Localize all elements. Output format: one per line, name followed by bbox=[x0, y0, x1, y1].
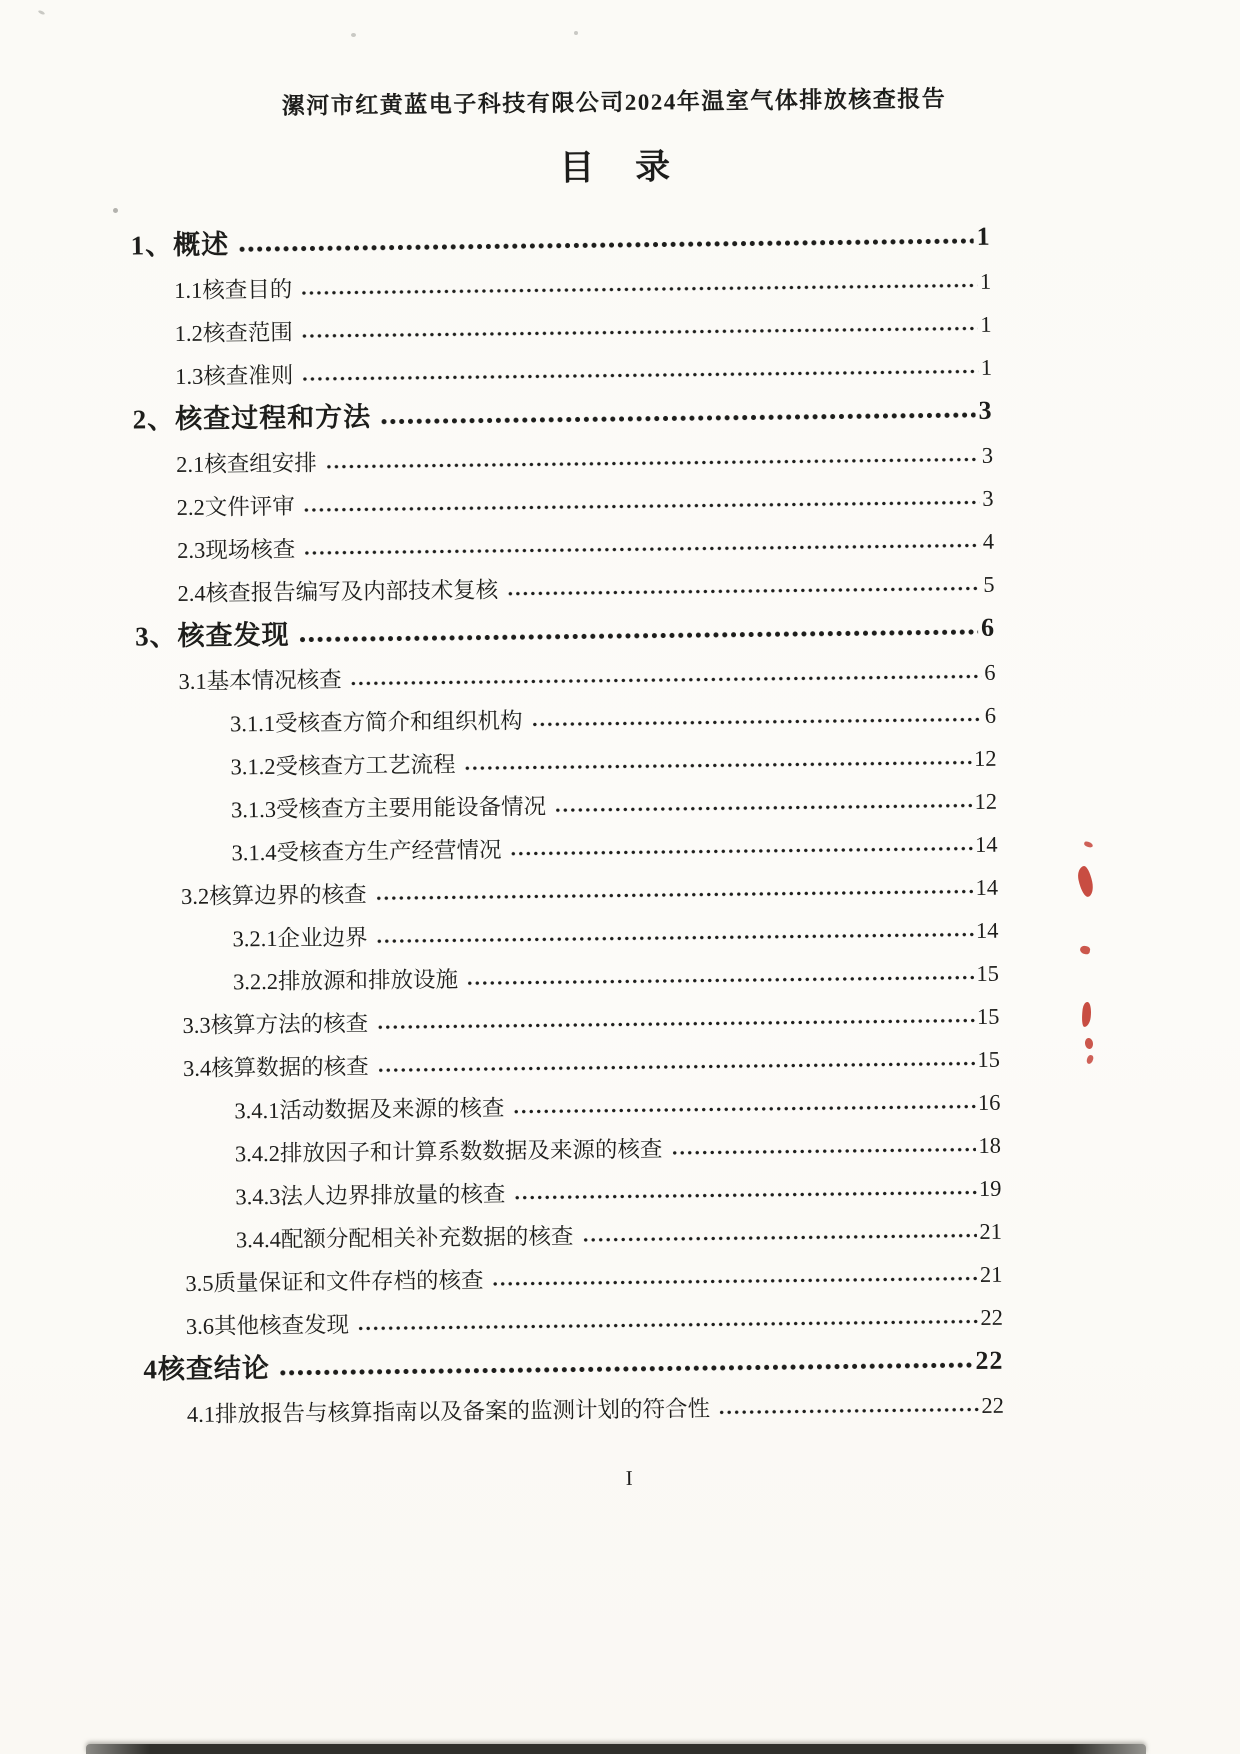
toc-entry-label: 3.6其他核查发现 bbox=[185, 1312, 350, 1340]
toc-dot-leader bbox=[513, 1189, 976, 1201]
toc-entry-page: 6 bbox=[984, 659, 996, 685]
toc-dot-leader bbox=[375, 888, 973, 902]
toc-entry-page: 16 bbox=[977, 1089, 1001, 1116]
toc-entry-page: 22 bbox=[981, 1392, 1005, 1419]
toc-entry-label: 2.2文件评审 bbox=[176, 493, 295, 521]
toc-entry-page: 22 bbox=[980, 1304, 1004, 1331]
toc-entry-label: 4核查结论 bbox=[143, 1352, 271, 1385]
toc-entry-page: 1 bbox=[976, 221, 991, 252]
toc-entry-label: 3.2.2排放源和排放设施 bbox=[232, 966, 459, 995]
toc-entry-label: 3、核查发现 bbox=[134, 619, 290, 652]
toc-dot-leader bbox=[581, 1232, 976, 1243]
document-header-title: 漯河市红黄蓝电子科技有限公司2024年温室气体排放核查报告 bbox=[281, 86, 947, 119]
toc-dot-leader bbox=[718, 1406, 978, 1416]
toc-entry-page: 15 bbox=[976, 1003, 1000, 1030]
toc-dot-leader bbox=[466, 974, 974, 987]
toc-dot-leader bbox=[510, 845, 973, 857]
toc-entry-label: 2、核查过程和方法 bbox=[132, 401, 372, 435]
toc-entry-label: 3.1.4受核查方生产经营情况 bbox=[231, 837, 502, 866]
toc-entry-page: 19 bbox=[978, 1175, 1002, 1202]
toc-entry-label: 3.1基本情况核查 bbox=[178, 667, 342, 695]
toc-entry-page: 3 bbox=[978, 395, 993, 426]
toc-entry-page: 14 bbox=[975, 874, 999, 901]
toc-dot-leader bbox=[301, 368, 978, 383]
toc-dot-leader bbox=[492, 1275, 977, 1288]
toc-entry-label: 3.1.3受核查方主要用能设备情况 bbox=[230, 793, 547, 823]
toc-entry-page: 12 bbox=[973, 745, 997, 772]
scan-edge-shadow bbox=[86, 1744, 1146, 1754]
toc-entry-page: 3 bbox=[981, 442, 994, 469]
toc-entry-label: 3.1.1受核查方简介和组织机构 bbox=[229, 708, 523, 737]
toc-entry-label: 4.1排放报告与核算指南以及备案的监测计划的符合性 bbox=[186, 1396, 711, 1428]
toc-dot-leader bbox=[531, 716, 982, 728]
toc-dot-leader bbox=[376, 931, 974, 945]
toc-dot-leader bbox=[301, 325, 978, 340]
toc-entry-page: 4 bbox=[982, 528, 995, 555]
toc-entry-label: 2.4核查报告编写及内部技术复核 bbox=[177, 577, 499, 607]
toc-dot-leader bbox=[303, 499, 980, 514]
toc-dot-leader bbox=[357, 1318, 977, 1332]
toc-dot-leader bbox=[377, 1060, 975, 1074]
toc-dot-leader bbox=[506, 585, 980, 597]
toc-entry-page: 15 bbox=[976, 960, 1000, 987]
toc-dot-leader bbox=[237, 236, 974, 254]
toc-entry-page: 5 bbox=[983, 571, 995, 598]
toc-entry-page: 14 bbox=[974, 831, 998, 858]
toc-entry-label: 1、概述 bbox=[130, 229, 230, 261]
toc-entry-page: 21 bbox=[979, 1218, 1003, 1245]
toc-entry-page: 3 bbox=[982, 485, 994, 512]
toc-list bbox=[130, 208, 1004, 1430]
toc-dot-leader bbox=[379, 410, 976, 427]
toc-entry-label: 3.2.1企业边界 bbox=[232, 925, 368, 952]
toc-entry-label: 3.4.1活动数据及来源的核查 bbox=[234, 1095, 505, 1124]
toc-entry-page: 1 bbox=[980, 354, 993, 381]
toc-entry-page: 12 bbox=[974, 788, 998, 815]
toc-dot-leader bbox=[350, 673, 982, 687]
toc-entry-label: 3.5质量保证和文件存档的核查 bbox=[185, 1267, 484, 1297]
page-number-footer: I bbox=[625, 1465, 634, 1490]
toc-dot-leader bbox=[298, 627, 979, 645]
toc-entry-label: 1.3核查准则 bbox=[174, 362, 294, 390]
toc-title: 目 录 bbox=[559, 147, 687, 188]
toc-entry-label: 1.2核查范围 bbox=[174, 319, 293, 347]
toc-entry-page: 1 bbox=[979, 268, 992, 295]
toc-entry-label: 3.4.3法人边界排放量的核查 bbox=[235, 1181, 506, 1210]
toc-entry-label: 2.1核查组安排 bbox=[175, 450, 317, 478]
toc-dot-leader bbox=[376, 1017, 974, 1031]
toc-dot-leader bbox=[300, 282, 977, 297]
toc-entry bbox=[144, 1377, 1004, 1430]
toc-entry-page: 18 bbox=[978, 1132, 1002, 1159]
toc-entry-page: 14 bbox=[975, 917, 999, 944]
toc-dot-leader bbox=[554, 802, 972, 814]
toc-entry-page: 6 bbox=[984, 702, 997, 728]
toc-dot-leader bbox=[325, 456, 979, 470]
toc-entry-label: 3.4核算数据的核查 bbox=[182, 1054, 369, 1082]
toc-entry-page: 15 bbox=[977, 1046, 1001, 1073]
toc-entry-label: 1.1核查目的 bbox=[174, 276, 293, 304]
toc-entry-label: 2.3现场核查 bbox=[176, 536, 296, 564]
toc-entry-page: 1 bbox=[980, 311, 992, 338]
toc-entry-label: 3.3核算方法的核查 bbox=[182, 1011, 369, 1039]
toc-dot-leader bbox=[278, 1360, 973, 1378]
toc-entry-label: 3.4.2排放因子和计算系数数据及来源的核查 bbox=[234, 1136, 663, 1167]
toc-dot-leader bbox=[512, 1103, 975, 1115]
toc-entry-label: 3.4.4配额分配相关补充数据的核查 bbox=[235, 1223, 574, 1253]
toc-entry-page: 22 bbox=[975, 1345, 1004, 1376]
toc-dot-leader bbox=[303, 542, 980, 557]
toc-dot-leader bbox=[464, 759, 972, 772]
toc-entry-page: 21 bbox=[979, 1261, 1003, 1288]
toc-entry-label: 3.2核算边界的核查 bbox=[180, 882, 367, 910]
toc-dot-leader bbox=[670, 1146, 975, 1156]
toc-entry-label: 3.1.2受核查方工艺流程 bbox=[230, 752, 456, 780]
toc-entry-page: 6 bbox=[980, 612, 996, 643]
